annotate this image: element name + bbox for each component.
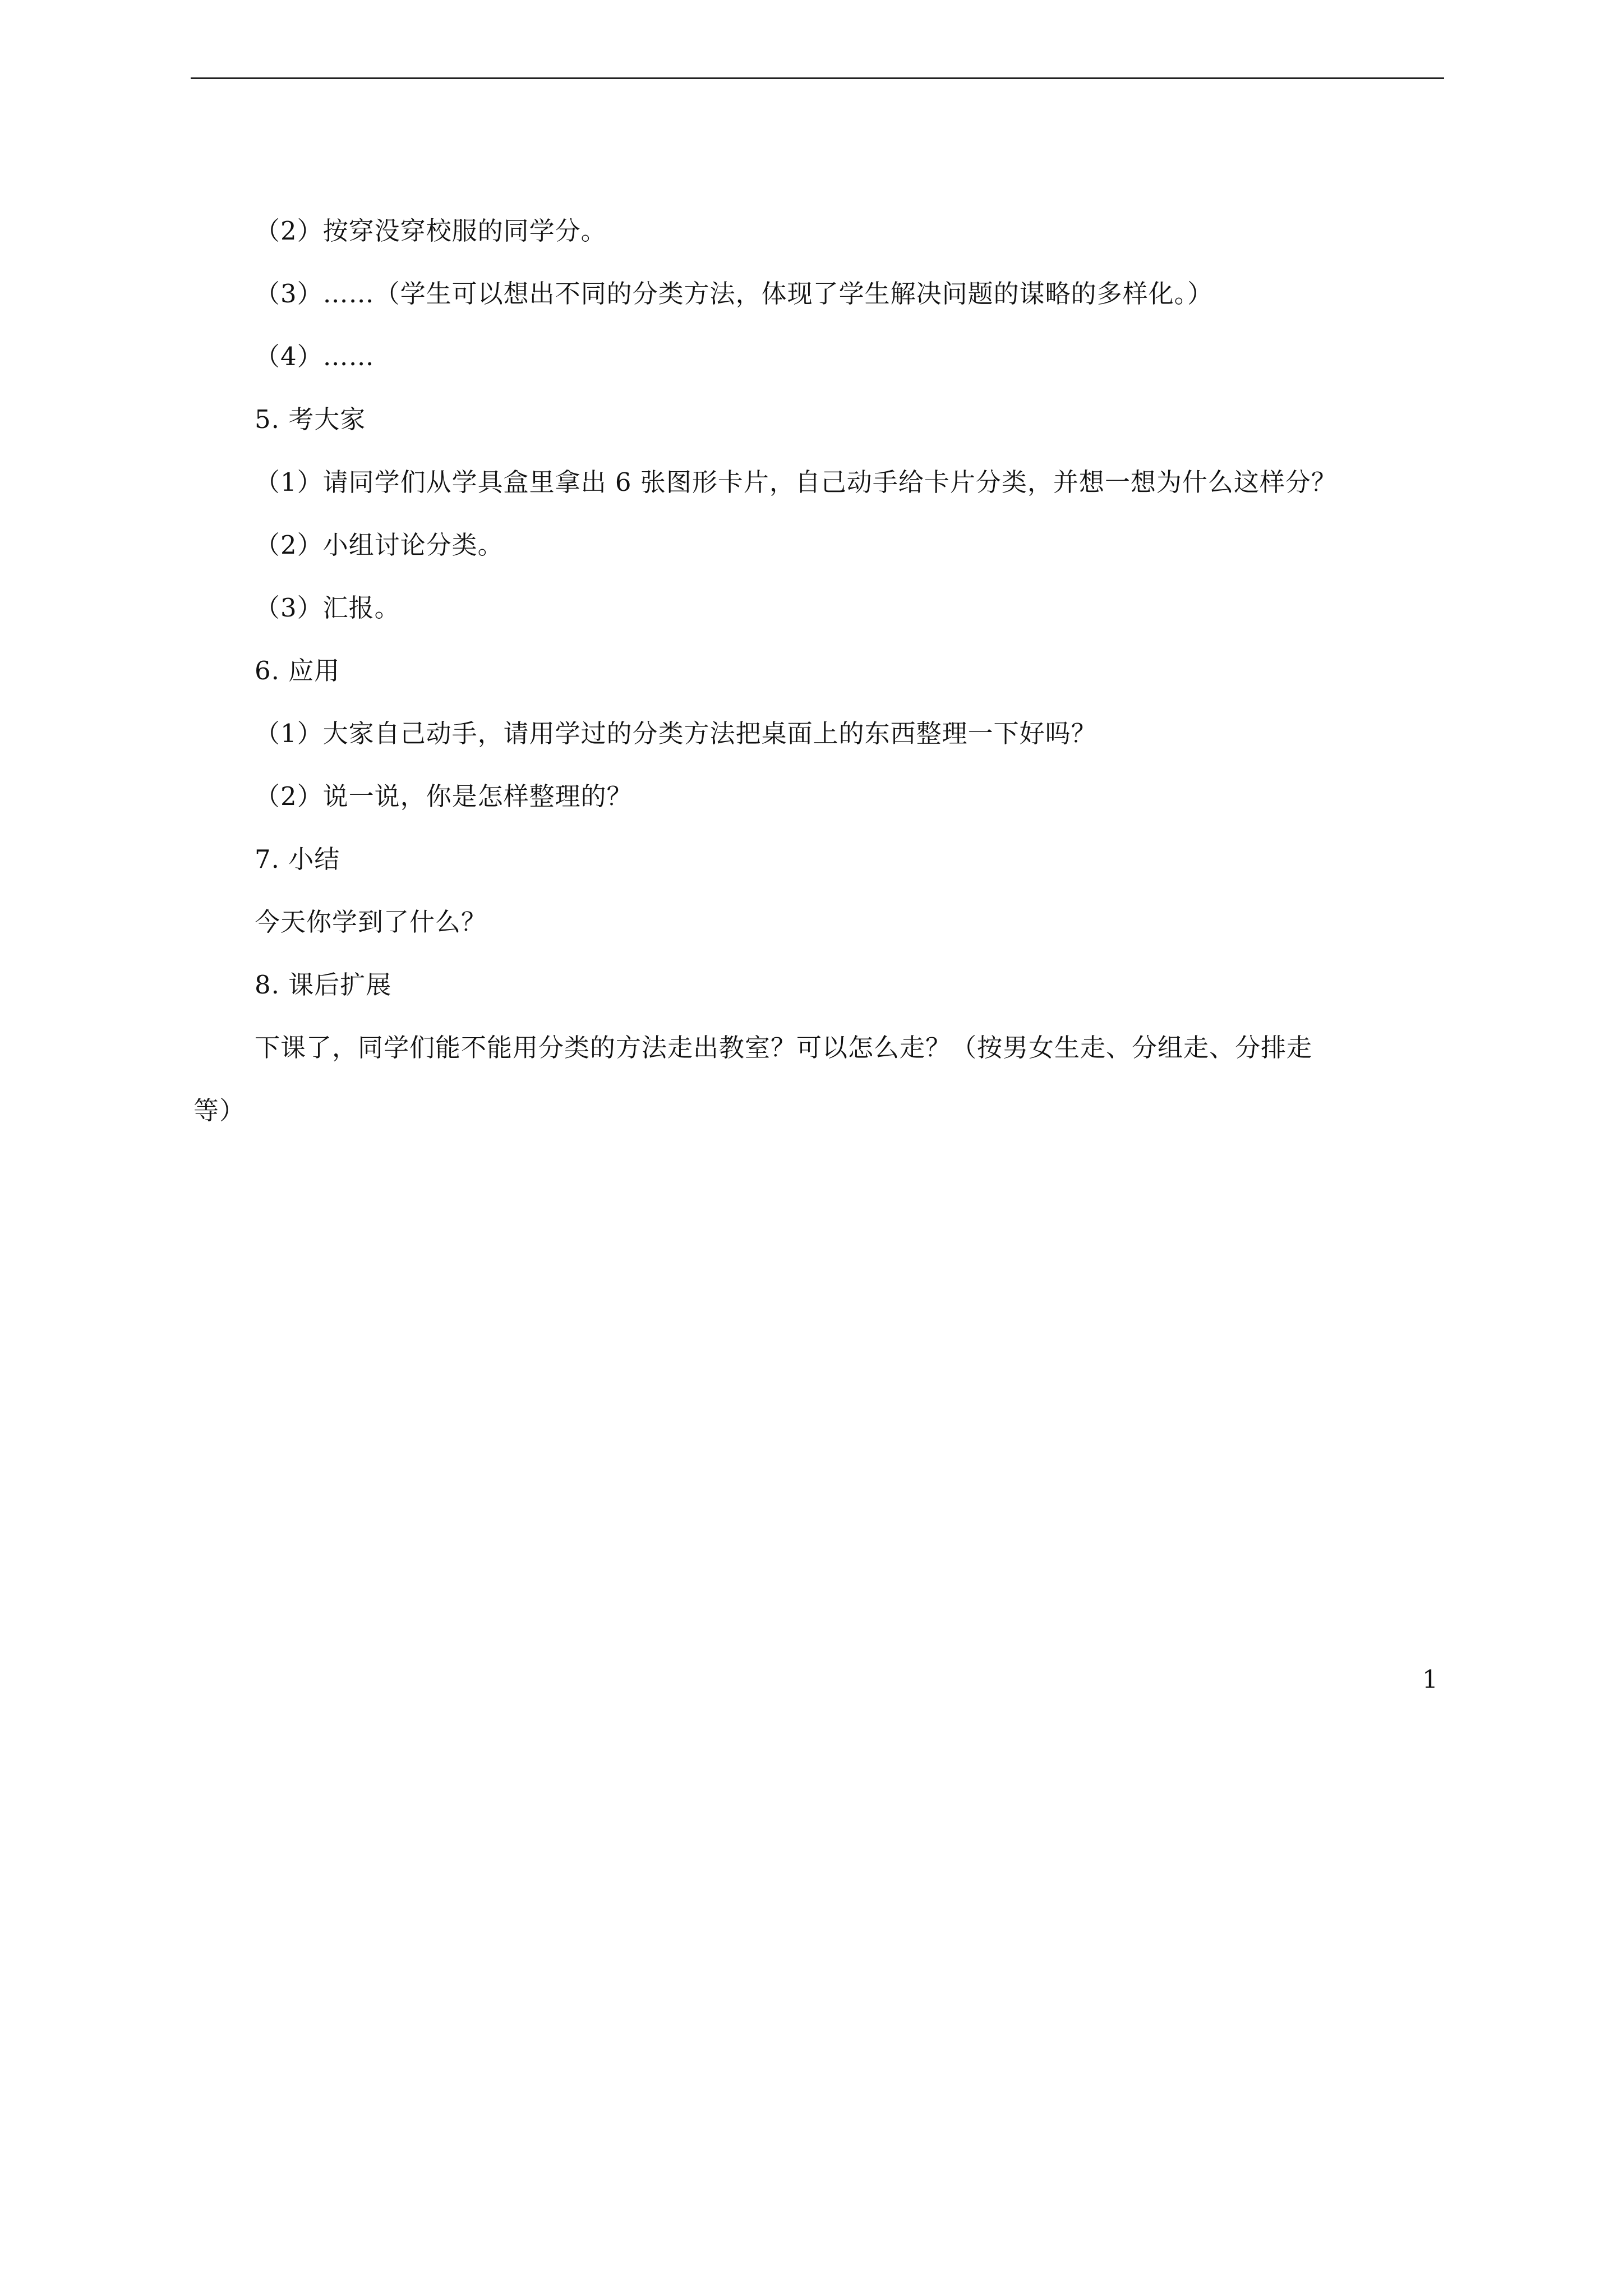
section-heading-test-everyone: 5. 考大家 <box>255 404 366 434</box>
list-item-tidy-desk: （1）大家自己动手，请用学过的分类方法把桌面上的东西整理一下好吗？ <box>255 719 1097 748</box>
summary-question: 今天你学到了什么？ <box>255 907 487 937</box>
list-item-report: （3）汇报。 <box>255 593 400 623</box>
list-item-shape-cards: （1）请同学们从学具盒里拿出 6 张图形卡片，自己动手给卡片分类，并想一想为什么这样分？ <box>255 467 1337 497</box>
section-heading-application: 6. 应用 <box>255 656 340 685</box>
list-item-wear-uniform: （2）按穿没穿校服的同学分。 <box>255 216 607 246</box>
list-item-group-discussion: （2）小组讨论分类。 <box>255 530 504 560</box>
list-item-explain-tidy: （2）说一说，你是怎样整理的？ <box>255 781 633 811</box>
header-rule <box>191 77 1444 79</box>
section-heading-summary: 7. 小结 <box>255 844 340 874</box>
page-number: 1 <box>1422 1665 1438 1694</box>
list-item-various-methods: （3）……（学生可以想出不同的分类方法，体现了学生解决问题的谋略的多样化。） <box>255 279 1214 309</box>
section-heading-extension: 8. 课后扩展 <box>255 970 392 1000</box>
list-item-more: （4）…… <box>255 342 375 371</box>
extension-paragraph: 下课了，同学们能不能用分类的方法走出教室？可以怎么走？（按男女生走、分组走、分排走 <box>255 1033 1313 1062</box>
extension-paragraph-continued: 等） <box>193 1096 246 1125</box>
